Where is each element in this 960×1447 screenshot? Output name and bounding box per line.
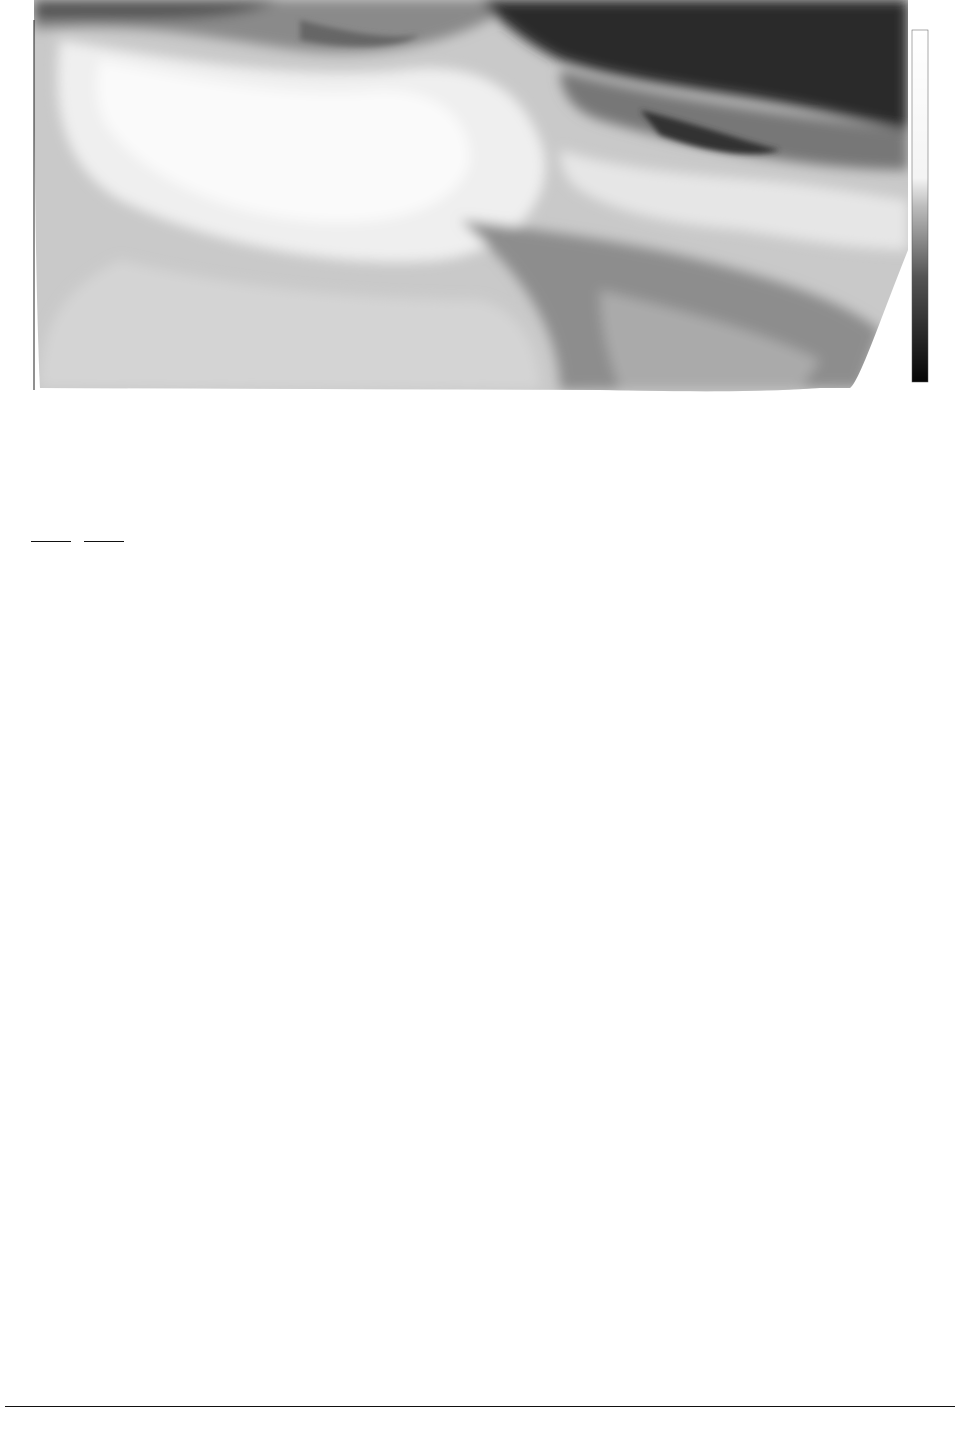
footer-rule xyxy=(5,1406,955,1407)
em-dash-rule xyxy=(31,541,71,542)
acknowledgement-paragraph-1 xyxy=(5,530,467,552)
em-dash-rule xyxy=(84,541,124,542)
left-column xyxy=(5,530,467,570)
right-column xyxy=(492,530,956,536)
velocity-anomaly-figure xyxy=(0,0,960,420)
colorbar xyxy=(912,30,928,382)
anomaly-section xyxy=(34,0,908,395)
